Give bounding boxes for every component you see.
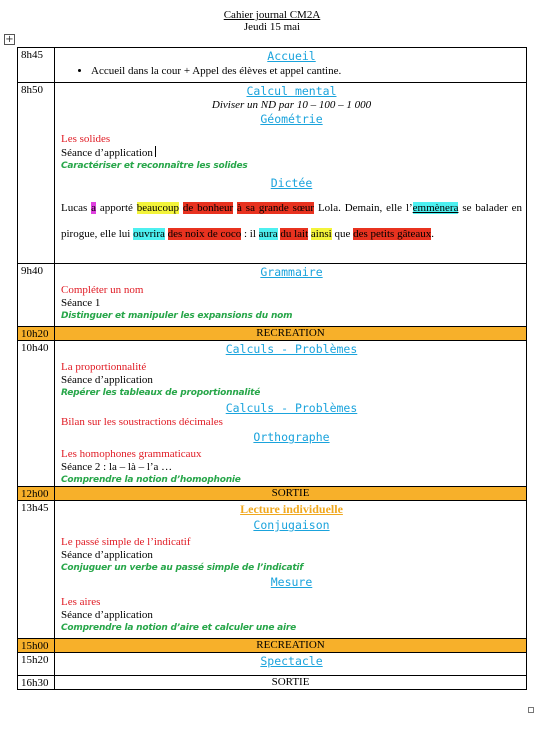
document-title: Cahier journal CM2A	[223, 9, 321, 21]
objective-text: Distinguer et manipuler les expansions du nom	[61, 311, 293, 321]
objective-text: Caractériser et reconnaître les solides	[61, 161, 248, 171]
activity-title: Les homophones grammaticaux	[61, 448, 202, 460]
time-cell: 9h40	[18, 264, 55, 327]
table-row	[18, 487, 527, 501]
activity-title: Les aires	[61, 596, 101, 608]
document-date: Jeudi 15 mai	[243, 21, 301, 33]
dictee-word: : il	[241, 228, 259, 240]
highlight-word: à sa grande sœur	[237, 202, 315, 214]
time-cell: 16h30	[18, 676, 55, 690]
end-label: SORTIE	[55, 676, 527, 690]
subject-title: Géométrie	[260, 112, 323, 126]
highlight-word: de bonheur	[182, 202, 234, 214]
subject-title: Grammaire	[260, 265, 323, 279]
content-cell[interactable]	[55, 264, 527, 327]
activity-title: Bilan sur les soustractions décimales	[61, 416, 223, 428]
content-cell[interactable]	[55, 501, 527, 639]
highlight-word: a	[91, 202, 97, 214]
text-cursor	[155, 146, 156, 157]
table-row	[18, 48, 527, 83]
bullet-list	[61, 65, 522, 78]
content-cell[interactable]	[55, 83, 527, 264]
activity-title: Le passé simple de l’indicatif	[61, 536, 191, 548]
table-row	[18, 264, 527, 327]
subject-title: Dictée	[270, 176, 313, 190]
time-cell: 10h20	[18, 327, 55, 341]
dictee-word: Lucas	[61, 202, 92, 214]
break-label: RECREATION	[55, 327, 527, 341]
subject-title: Mesure	[270, 575, 313, 589]
time-cell: 8h45	[18, 48, 55, 83]
subject-title: Calcul mental	[246, 84, 337, 98]
seance-text: Séance d’application	[61, 549, 153, 561]
highlight-word: beaucoup	[136, 202, 179, 214]
break-label: RECREATION	[55, 639, 527, 653]
objective-text: Comprendre la notion d’aire et calculer une aire	[61, 623, 297, 633]
highlight-word: des petits gâteaux	[353, 228, 432, 240]
dictee-word: .	[431, 228, 435, 240]
list-item: • Accueil dans la cour + Appel des élèves et appel cantine.	[91, 65, 522, 78]
time-cell: 15h20	[18, 653, 55, 676]
activity-title: Compléter un nom	[61, 284, 144, 296]
dictee-word: que	[331, 228, 354, 240]
seance-text: Séance d’application	[61, 374, 153, 386]
seance-text: Séance d’application	[61, 147, 153, 159]
table-row	[18, 501, 527, 639]
time-cell: 8h50	[18, 83, 55, 264]
objective-text: Comprendre la notion d’homophonie	[61, 475, 241, 485]
table-row	[18, 341, 527, 487]
highlight-word: aura	[258, 228, 278, 240]
highlight-word: des noix de coco	[167, 228, 242, 240]
subject-title: Conjugaison	[253, 518, 330, 532]
highlight-word: ainsi	[310, 228, 332, 240]
highlight-word: emmènera	[412, 202, 459, 214]
table-row	[18, 327, 527, 341]
activity-title: Les solides	[61, 133, 111, 145]
subject-title: Calculs - Problèmes	[225, 401, 358, 415]
table-row	[18, 83, 527, 264]
schedule-table	[17, 47, 527, 690]
subject-title: Calculs - Problèmes	[225, 342, 358, 356]
seance-text: Séance 2 : la – là – l’a …	[61, 461, 173, 473]
seance-line	[61, 146, 522, 160]
time-cell: 12h00	[18, 487, 55, 501]
content-cell[interactable]	[55, 48, 527, 83]
highlight-word: du lait	[280, 228, 309, 240]
highlight-word: ouvrira	[133, 228, 165, 240]
seance-text: Séance d’application	[61, 609, 153, 621]
table-row	[18, 653, 527, 676]
content-cell[interactable]	[55, 653, 527, 676]
subject-title: Spectacle	[260, 654, 323, 668]
objective-text: Repérer les tableaux de proportionnalité	[61, 388, 261, 398]
table-row	[18, 639, 527, 653]
dictee-word: Lola. Demain, elle l’	[314, 202, 413, 214]
seance-text: Séance 1	[61, 297, 101, 309]
dictee-text	[61, 195, 522, 247]
activity-description: Diviser un ND par 10 – 100 – 1 000	[211, 99, 372, 111]
time-cell: 15h00	[18, 639, 55, 653]
activity-title: La proportionnalité	[61, 361, 147, 373]
subject-title: Lecture individuelle	[240, 502, 343, 516]
content-cell[interactable]	[55, 341, 527, 487]
time-cell: 13h45	[18, 501, 55, 639]
resize-handle-icon[interactable]	[528, 707, 534, 713]
table-row	[18, 676, 527, 690]
break-label: SORTIE	[55, 487, 527, 501]
dictee-word: se balader en pirogue, elle lui	[61, 202, 523, 240]
time-cell: 10h40	[18, 341, 55, 487]
subject-title: Accueil	[267, 49, 316, 63]
dictee-word: apporté	[96, 202, 137, 214]
move-handle-icon[interactable]: +	[5, 34, 14, 45]
subject-title: Orthographe	[253, 430, 330, 444]
objective-text: Conjuguer un verbe au passé simple de l’indicatif	[61, 563, 304, 573]
